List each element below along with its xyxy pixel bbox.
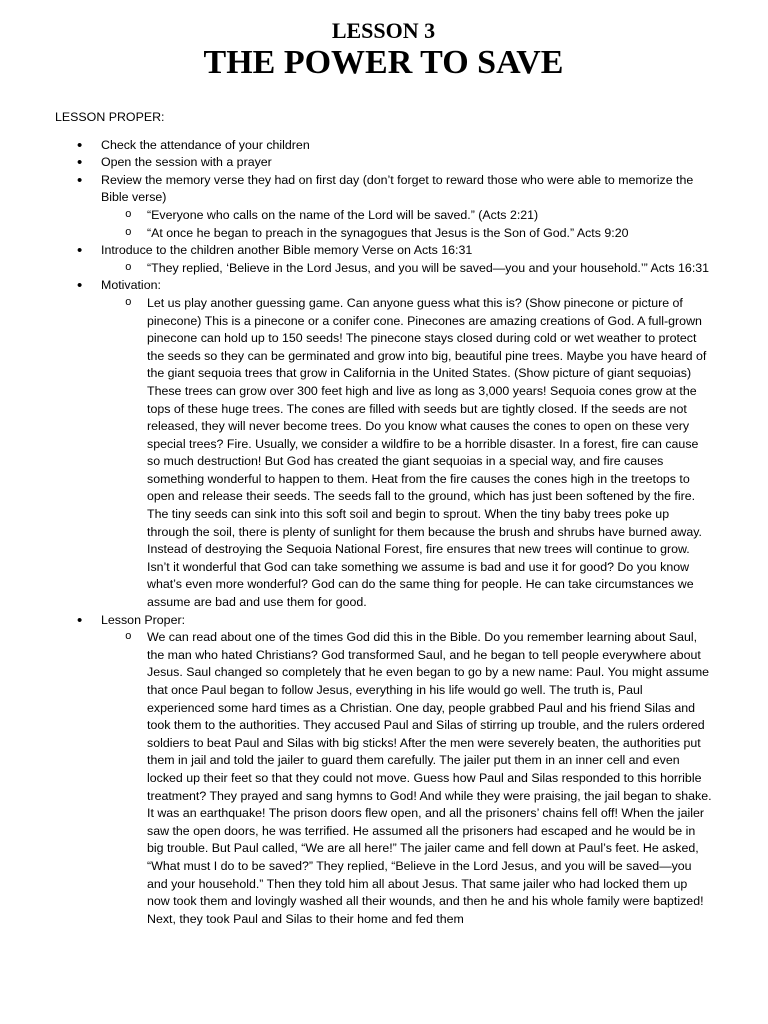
- bullet-item-prayer: [55, 154, 712, 172]
- sub-item-verse: [101, 225, 712, 243]
- sub-text: “At once he began to preach in the synagogues that Jesus is the Son of God.” Acts 9:20: [147, 225, 629, 240]
- sub-list: [101, 629, 712, 928]
- bullet-item-attendance: [55, 137, 712, 155]
- bullet-item-motivation: [55, 277, 712, 611]
- lesson-title: THE POWER TO SAVE: [203, 44, 564, 81]
- sub-text: Let us play another guessing game. Can anyone guess what this is? (Show pinecone or picture of pinecone) This is a pinecone or a conifer cone. Pinecones are amazing creations of God. A full-grown pinecone can hold up to 150 seeds! The pinecone stays closed during cold or wet weather to protect the seeds so they can be germinated and grow into big, beautiful pine trees. Maybe you have heard of the giant sequoia trees that grow in California in the United States. (Show picture of giant sequoias) These trees can grow over 300 feet high and live as long as 3,000 years! Sequoia cones grow at the tops of these huge trees. The cones are filled with seeds but are tightly closed. If the seeds are not released, they will never become trees. Do you know what causes the cones to open on these very special trees? Fire. Usually, we consider a wildfire to be a horrible disaster. In a forest, fire can cause so much destruction! But God has created the giant sequoias in a special way, and fire causes something wonderful to happen to them. Heat from the fire causes the cones high in the treetops to open and release their seeds. The seeds fall to the ground, which has just been softened by the fire. The tiny seeds can sink into this soft soil and begin to sprout. When the tiny baby trees poke up through the soil, there is plenty of sunlight for them because the brush and shrubs have burned away. Instead of destroying the Sequoia National Forest, fire ensures that new trees will continue to grow. Isn’t it wonderful that God can take something we assume is bad and use it for good? Do you know what’s even more wonderful? God can do the same thing for people. He can take circumstances we assume are bad and use them for good.: [147, 295, 707, 610]
- bullet-item-introduce-verse: [55, 242, 712, 277]
- sub-item-paragraph: [101, 629, 712, 928]
- bullet-text: Motivation:: [101, 278, 161, 293]
- sub-text: We can read about one of the times God did this in the Bible. Do you remember learning about Saul, the man who hated Christians? God transformed Saul, and he began to tell people everywhere about Jesus. Saul changed so completely that he even began to go by a new name: Paul. You might assume that once Paul began to follow Jesus, everything in his life would go well. The truth is, Paul experienced some hard times as a Christian. One day, people grabbed Paul and his friend Silas and took them to the authorities. They accused Paul and Silas of stirring up trouble, and the rulers ordered soldiers to beat Paul and Silas with big sticks! After the men were severely beaten, the authorities put them in jail and told the jailer to guard them carefully. The jailer put them in an inner cell and even locked up their feet so that they could not move. Guess how Paul and Silas responded to this horrible treatment? They prayed and sang hymns to God! And while they were praising, the jail began to shake. It was an earthquake! The prison doors flew open, and all the prisoners’ chains fell off! When the jailer saw the open doors, he was terrified. He assumed all the prisoners had escaped and he would be in big trouble. But Paul called, “We are all here!” The jailer came and fell down at Paul’s feet. He asked, “What must I do to be saved?” They replied, “Believe in the Lord Jesus, and you will be saved—you and your household.” Then they told him all about Jesus. That same jailer who had locked them up now took them and lovingly washed all their wounds, and then he and his whole family were baptized! Next, they took Paul and Silas to their home and fed them: [147, 630, 712, 926]
- lesson-bullet-list: [55, 137, 712, 929]
- sub-text: “They replied, ‘Believe in the Lord Jesus, and you will be saved—you and your household.’” Acts 16:31: [147, 260, 710, 275]
- bullet-text: Open the session with a prayer: [101, 155, 272, 170]
- sub-item-paragraph: [101, 295, 712, 612]
- sub-item-verse: [101, 207, 712, 225]
- bullet-text: Check the attendance of your children: [101, 137, 310, 152]
- sub-text: “Everyone who calls on the name of the Lord will be saved.” (Acts 2:21): [147, 207, 539, 222]
- section-label: LESSON PROPER:: [55, 110, 165, 124]
- sub-list: [101, 207, 712, 242]
- bullet-item-lesson-proper: [55, 612, 712, 929]
- bullet-text: Introduce to the children another Bible memory Verse on Acts 16:31: [101, 243, 473, 258]
- bullet-text: Lesson Proper:: [101, 612, 186, 627]
- sub-list: [101, 295, 712, 612]
- bullet-text: Review the memory verse they had on first day (don’t forget to reward those who were able to memorize the Bible verse): [101, 172, 694, 205]
- bullet-item-review-verse: [55, 172, 712, 242]
- sub-item-verse: [101, 260, 712, 278]
- lesson-number: LESSON 3: [331, 18, 436, 43]
- sub-list: [101, 260, 712, 278]
